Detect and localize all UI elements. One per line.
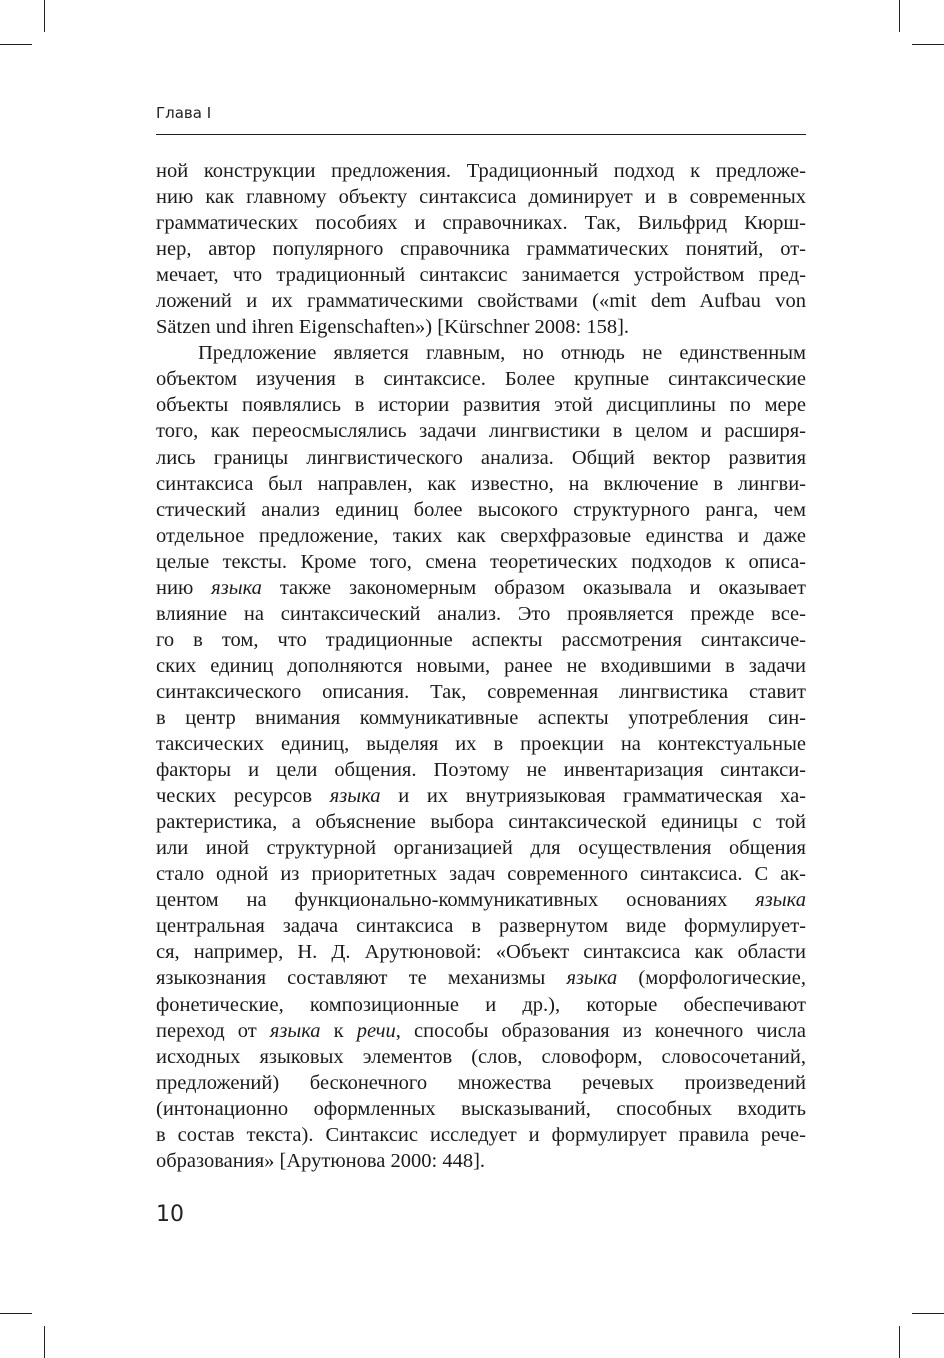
body-text — [156, 158, 806, 1174]
text-line: объектом изучения в синтаксисе. Более крупные синтаксические — [156, 368, 806, 391]
text-line: нию как главному объекту синтаксиса доминирует и в современных — [156, 186, 806, 209]
text-line: переход от языка к речи, способы образования из конечного числа — [156, 1019, 807, 1042]
text-line: лись границы лингвистического анализа. Общий вектор развития — [156, 446, 806, 469]
italic-term: языка — [755, 889, 806, 912]
paragraph — [156, 158, 806, 340]
crop-mark-top-left-h — [0, 44, 32, 45]
text-line: в центр внимания коммуникативные аспекты употребления син- — [156, 706, 806, 729]
text-line: стало одной из приоритетных задач современного синтаксиса. С ак- — [156, 863, 806, 886]
text-line: мечает, что традиционный синтаксис занимается устройством пред- — [156, 264, 806, 287]
text-line: нер, автор популярного справочника грамматических понятий, от- — [156, 238, 806, 261]
text-line: в состав текста). Синтаксис исследует и формулирует правила рече- — [156, 1123, 806, 1146]
text-line: стический анализ единиц более высокого структурного ранга, чем — [156, 498, 806, 521]
crop-mark-top-left — [44, 0, 45, 32]
text-line: факторы и цели общения. Поэтому не инвентаризация синтакси- — [156, 759, 806, 782]
text-line: синтаксического описания. Так, современная лингвистика ставит — [156, 680, 806, 703]
text-line: исходных языковых элементов (слов, словоформ, словосочетаний, — [156, 1045, 806, 1068]
text-line: го в том, что традиционные аспекты рассмотрения синтаксиче- — [156, 628, 806, 651]
italic-term: языка — [211, 576, 262, 599]
italic-term: языка — [269, 1019, 321, 1042]
text-line: предложений) бесконечного множества речевых произведений — [156, 1071, 806, 1094]
crop-mark-top-right — [899, 0, 900, 32]
text-line: ложений и их грамматическими свойствами («mit dem Aufbau von — [156, 290, 806, 313]
text-line: грамматических пособиях и справочниках. Так, Вильфрид Кюрш- — [156, 212, 806, 235]
crop-mark-bottom-right-h — [912, 1313, 944, 1314]
text-line: ских единиц дополняются новыми, ранее не входившими в задачи — [156, 654, 806, 677]
page-number: 10 — [156, 1202, 184, 1227]
text-line: влияние на синтаксический анализ. Это проявляется прежде все- — [156, 602, 806, 625]
text-line: образования» [Арутюнова 2000: 448]. — [156, 1149, 486, 1172]
text-line: Sätzen und ihren Eigenschaften») [Kürschner 2008: 158]. — [156, 316, 630, 339]
text-line: объекты появлялись в истории развития этой дисциплины по мере — [156, 394, 806, 417]
text-line: отдельное предложение, таких как сверхфразовые единства и даже — [156, 524, 806, 547]
text-line: таксических единиц, выделяя их в проекции на контекстуальные — [156, 733, 806, 756]
crop-mark-bottom-right — [899, 1326, 900, 1358]
italic-term: речи — [356, 1019, 396, 1042]
text-line: центом на функционально-коммуникативных основаниях языка — [156, 889, 806, 912]
text-line: рактеристика, а объяснение выбора синтаксической единицы с той — [156, 811, 806, 834]
text-line: ной конструкции предложения. Традиционный подход к предложе- — [156, 160, 806, 182]
text-line: языкознания составляют те механизмы языка (морфологические, — [156, 967, 807, 990]
text-line: Предложение является главным, но отнюдь не единственным — [198, 342, 806, 365]
header-rule — [156, 134, 806, 135]
text-line: того, как переосмыслялись задачи лингвистики в целом и расширя- — [156, 420, 806, 443]
text-line: синтаксиса был направлен, как известно, на включение в лингви- — [156, 472, 806, 495]
text-line: нию языка также закономерным образом оказывала и оказывает — [156, 576, 806, 599]
text-line: ся, например, Н. Д. Арутюновой: «Объект синтаксиса как области — [156, 941, 806, 964]
text-line: или иной структурной организацией для осуществления общения — [156, 837, 806, 860]
text-line: фонетические, композиционные и др.), которые обеспечивают — [156, 993, 806, 1016]
italic-term: языка — [329, 785, 381, 808]
text-line: целые тексты. Кроме того, смена теоретических подходов к описа- — [156, 550, 806, 573]
italic-term: языка — [566, 967, 618, 990]
running-head-chapter: Глава I — [156, 104, 212, 122]
paragraph — [156, 340, 806, 1174]
crop-mark-bottom-left — [44, 1326, 45, 1358]
crop-mark-top-right-h — [912, 44, 944, 45]
text-line: ческих ресурсов языка и их внутриязыковая грамматическая ха- — [156, 785, 807, 808]
text-line: (интонационно оформленных высказываний, способных входить — [156, 1097, 806, 1120]
text-line: центральная задача синтаксиса в развернутом виде формулирует- — [156, 915, 806, 938]
crop-mark-bottom-left-h — [0, 1313, 32, 1314]
